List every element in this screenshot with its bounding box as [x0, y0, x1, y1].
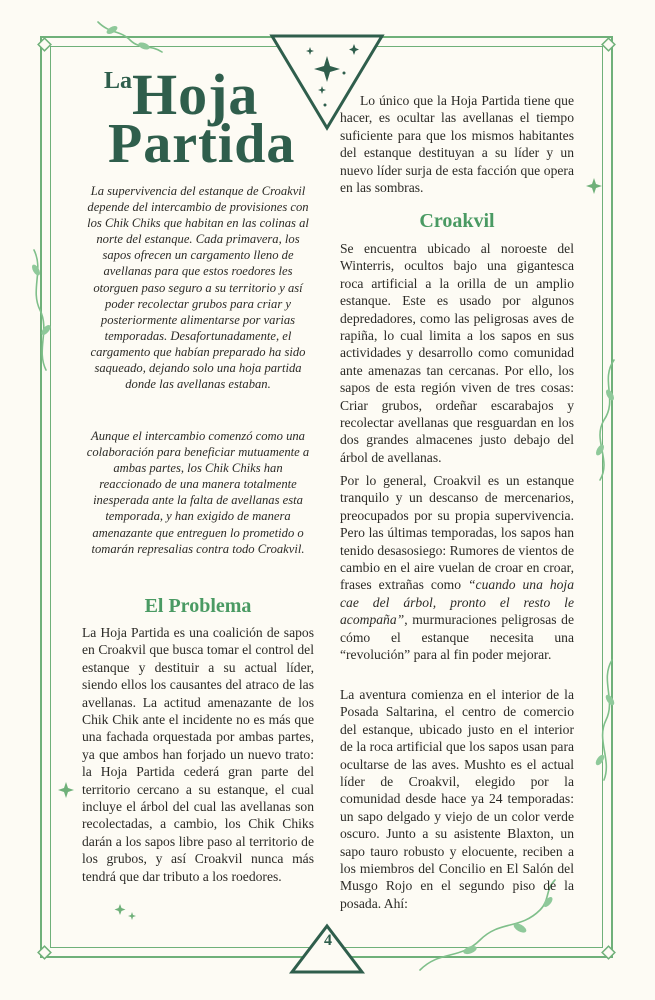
sparkle-icon — [586, 178, 602, 194]
diamond-icon — [38, 946, 51, 959]
title-line-2: Partida — [108, 113, 296, 175]
diamond-icon — [602, 946, 615, 959]
page-number: 4 — [324, 932, 332, 949]
sparkle-icon — [128, 912, 136, 920]
leaf-vine-icon — [98, 22, 162, 52]
title-line-1: Hoja — [132, 62, 259, 127]
croakvil-paragraph-1: Se encuentra ubicado al noroeste del Winterris, ocultos bajo una gigantesca roca artificial a la orilla de un amplio estanque. Este es usado por algunos depredadores, como las peligrosas aves de rapiña, lo cual limita a los sapos en sus actividades y desarrollo como comunidad ante amenazas tan cercanas. Por ello, los sapos de esta región viven de tres cosas: Criar grubos, ordeñar escarabajos y recolectar avellanas que resguardan en los dos grandes almacenes justo debajo del árbol de avellanas. — [340, 241, 574, 465]
croakvil-paragraph-3: La aventura comienza en el interior de la Posada Saltarina, el centro de comercio del estanque, ubicado justo en el interior de la roca artificial que los sapos usan para ocultarse de las aves. Mushto es el actual líder de Croakvil, elegido por la comunidad desde hace ya 24 temporadas: un sapo delgado y viejo de un color verde oscuro. Junto a su asistente Blaxton, un sapo tauro robusto y elocuente, reciben a los miembros del Concilio en El Salón del Musgo Rojo en el segundo piso de la posada. Ahí: — [340, 687, 574, 911]
intro-paragraph-1: La supervivencia del estanque de Croakvil depende del intercambio de provisiones con los Chik Chiks que habitan en las colinas al norte del estanque. Cada primavera, los sapos ofrecen un cargamento lleno de avellanas para que estos roedores les otorguen paso seguro a su territorio y así poder recolectar grubos para criar y posteriormente alimentarse por varias temporadas. Desafortunadamente, el cargamento que habían preparado ha sido saqueado, dejando solo una hoja partida donde las avellanas estaban. — [87, 184, 309, 392]
intro-paragraph-2: Aunque el intercambio comenzó como una colaboración para beneficiar mutuamente a ambas partes, los Chik Chiks han reaccionado de una manera totalmente inesperada ante la falta de avellanas esta temporada, y han exigido de manera amenazante que entreguen lo prometido o tomarán represalias contra todo Croakvil. — [86, 429, 310, 556]
croakvil-paragraph-2-start: Por lo general, Croakvil es un estanque tranquilo y un descanso de mercenarios, preocupados por su propia supervivencia. Pero las últimas temporadas, los sapos han tenido desasosiego: Rumores de vientos de cambio en el aire vuelan de croar en croar, frases extrañas como — [340, 473, 574, 593]
right-intro-body: Lo único que la Hoja Partida tiene que hacer, es ocultar las avellanas el tiempo suficiente para que los mismos habitantes del estanque destituyan a su líder y un nuevo líder surja de esta facción que opera en las sombras. — [340, 93, 574, 196]
leaf-vine-icon — [600, 360, 614, 480]
croakvil-quote: “cuando una hoja cae del árbol, pronto el resto le acompaña” — [340, 577, 575, 628]
croakvil-paragraph-2-end: , murmuraciones peligrosas de cómo el estanque necesita una “revolución” para al fin poder mejorar. — [340, 612, 574, 663]
sparkle-icon — [58, 782, 74, 798]
leaf-vine-icon — [603, 660, 612, 780]
croakvil-paragraph-2 — [340, 472, 574, 663]
problem-body: La Hoja Partida es una coalición de sapos en Croakvil que busca tomar el control del estanque y destituir a su actual líder, siendo ellos los causantes del atraco de las avellanas. La actitud amenazante de los Chik Chik ante el incidente no es más que una fachada orquestada por ambas partes, ya que ambos han forjado un nuevo trato: la Hoja Partida cederá gran parte del territorio cercano a su estanque, el cual incluye el árbol del cual las avellanas son recolectadas, a cambio, los Chik Chiks darán a los sapos libre paso al territorio de los grubos, y así Croakvil nunca más tendrá que dar tributo a los roedores. — [82, 625, 314, 884]
section-heading-problem: El Problema — [144, 595, 252, 617]
sparkle-icon — [115, 904, 126, 915]
section-heading-croakvil: Croakvil — [419, 210, 495, 232]
diamond-icon — [38, 38, 51, 51]
title-article: La — [104, 68, 133, 94]
diamond-icon — [602, 38, 615, 51]
